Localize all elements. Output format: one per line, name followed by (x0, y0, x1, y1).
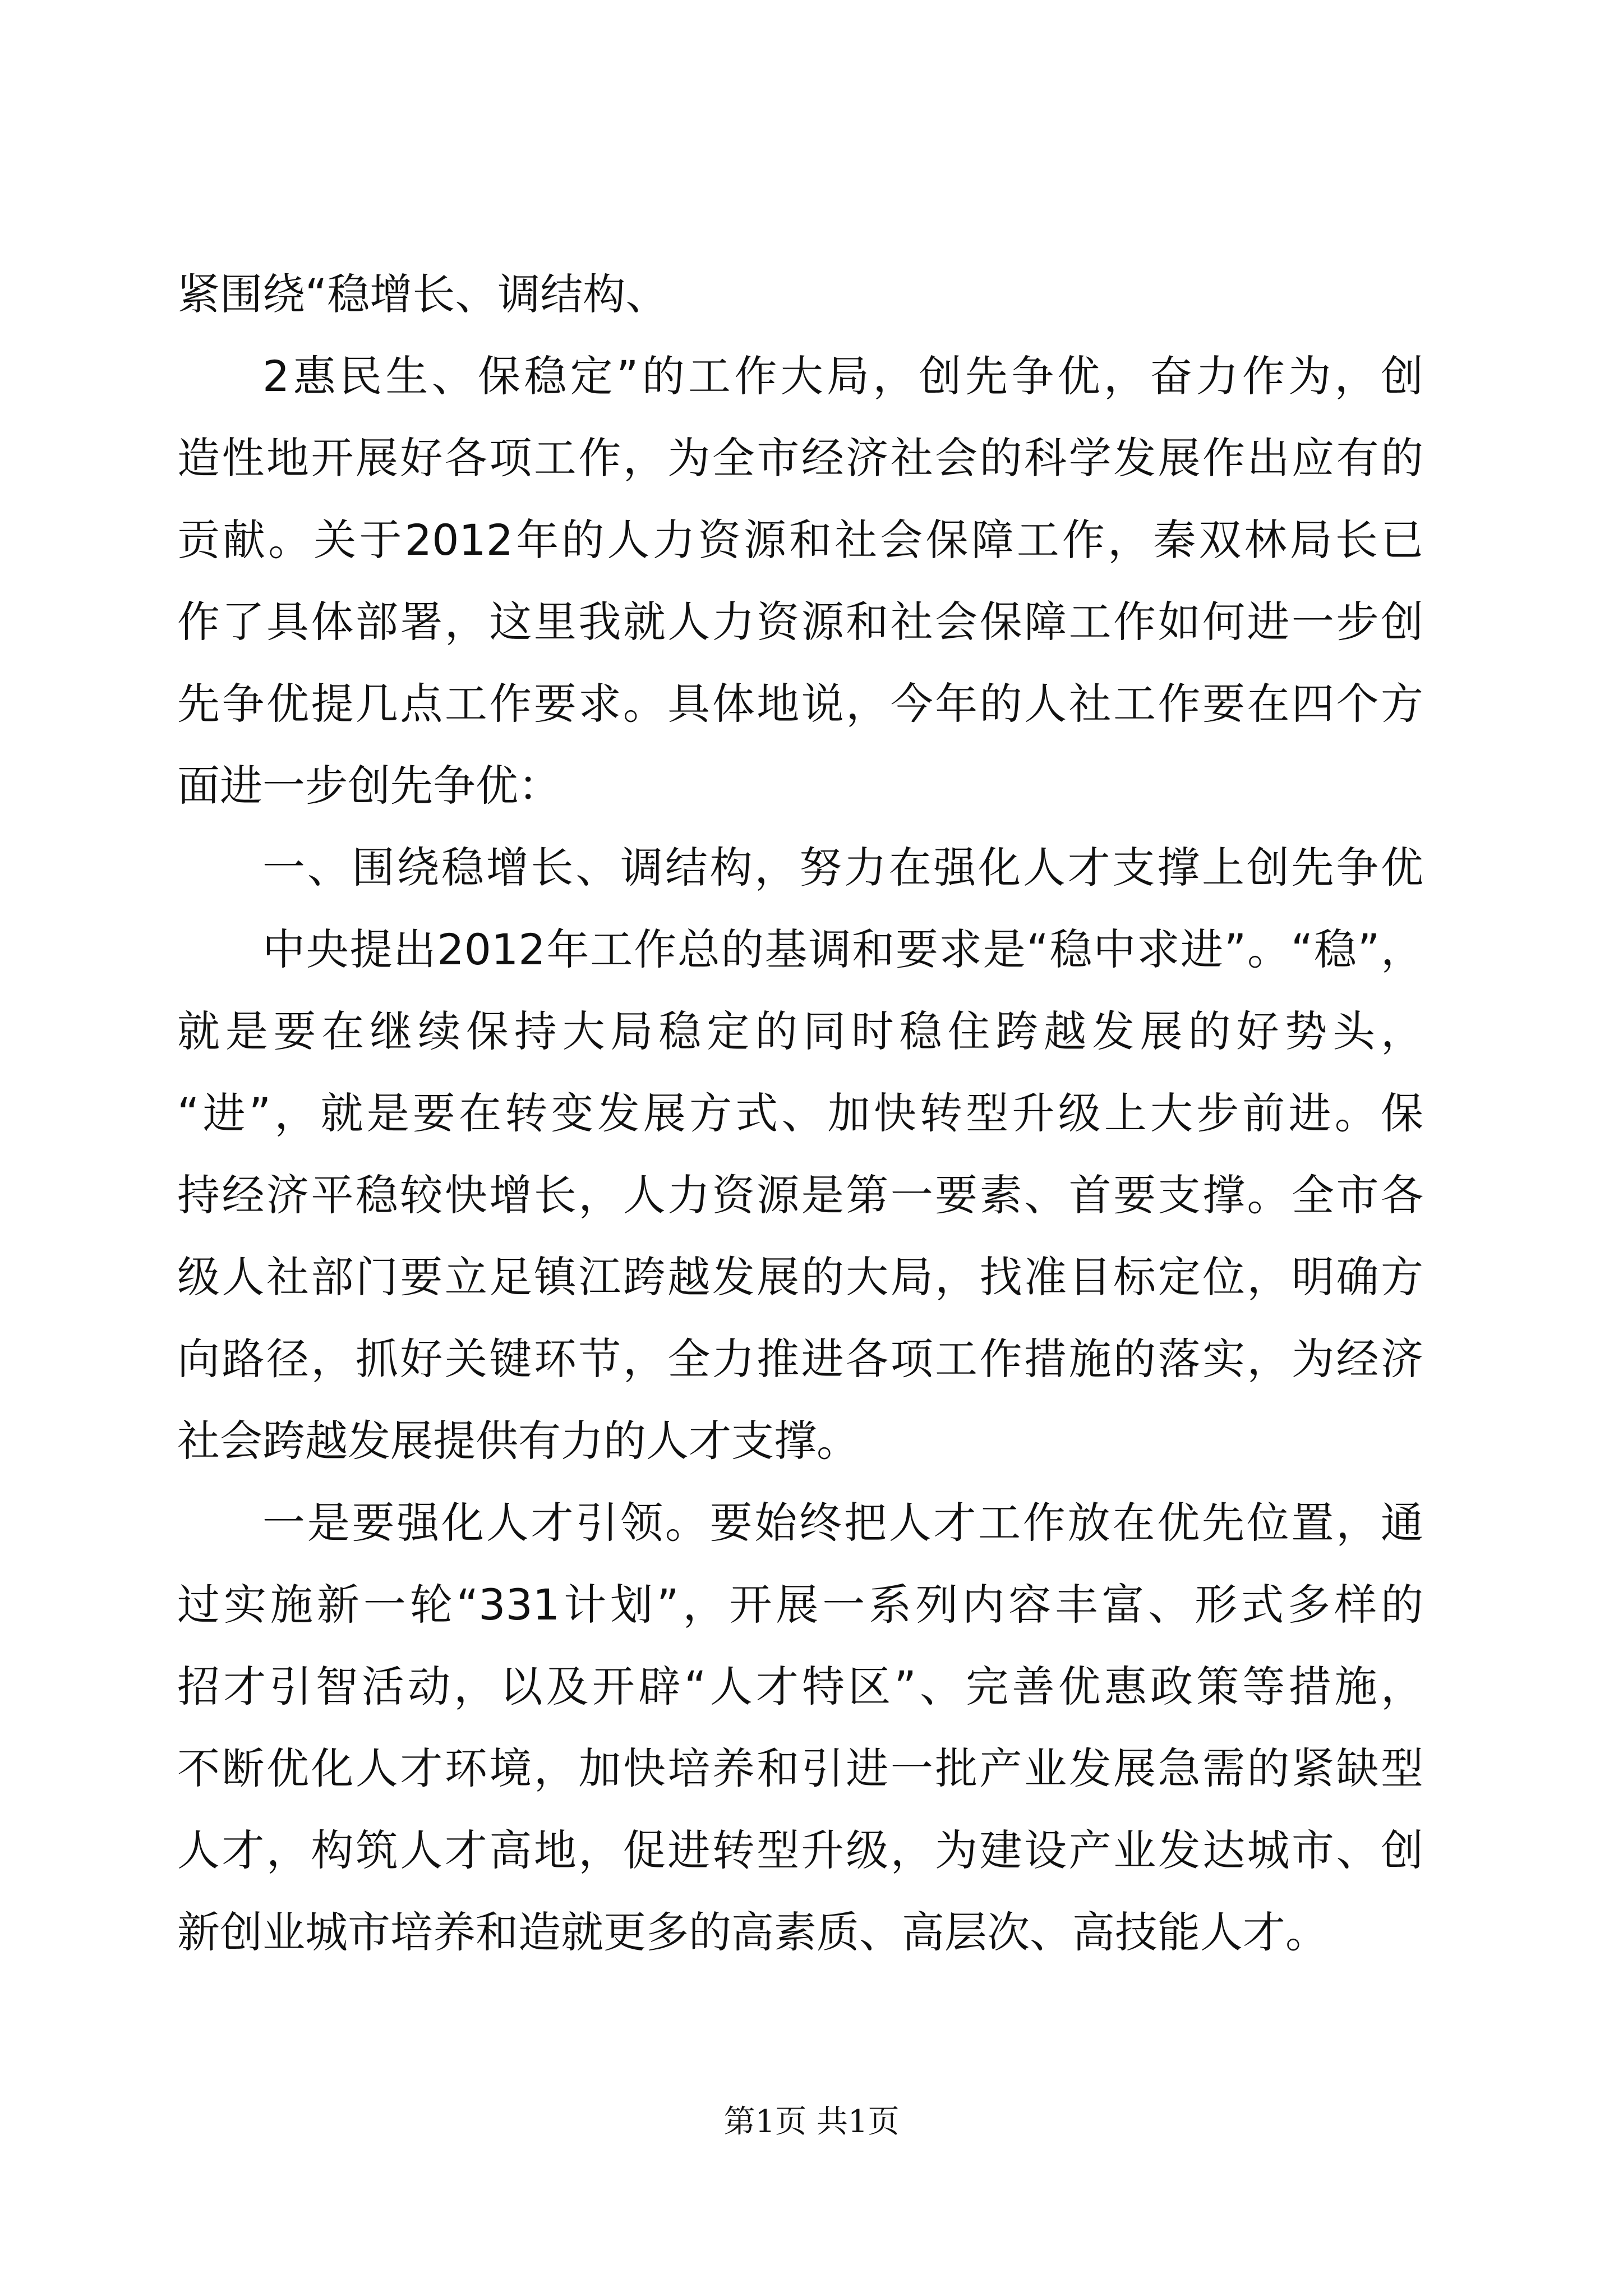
document-body (177, 254, 1423, 1973)
text-line: 就是要在继续保持大局稳定的同时稳住跨越发展的好势头， (177, 1006, 1423, 1056)
text-line: 先争优提几点工作要求。具体地说，今年的人社工作要在四个方 (177, 679, 1423, 729)
text-line: 向路径，抓好关键环节，全力推进各项工作措施的落实，为经济 (177, 1334, 1423, 1384)
page-footer (0, 2102, 1623, 2142)
text-line: 级人社部门要立足镇江跨越发展的大局，找准目标定位，明确方 (177, 1252, 1423, 1302)
paragraph-2 (177, 335, 1423, 827)
text-line: 招才引智活动，以及开辟“人才特区”、完善优惠政策等措施， (177, 1662, 1423, 1711)
paragraph-3-heading (177, 827, 1423, 909)
text-line: 中央提出2012年工作总的基调和要求是“稳中求进”。“稳”， (262, 924, 1423, 974)
text-line: 贡献。关于2012年的人力资源和社会保障工作，秦双林局长已 (177, 515, 1423, 565)
text-line: 社会跨越发展提供有力的人才支撑。 (177, 1416, 859, 1466)
text-line: 造性地开展好各项工作，为全市经济社会的科学发展作出应有的 (177, 433, 1423, 483)
text-line: 持经济平稳较快增长，人力资源是第一要素、首要支撑。全市各 (177, 1170, 1423, 1220)
text-line: 一是要强化人才引领。要始终把人才工作放在优先位置，通 (262, 1498, 1423, 1548)
page-number-label: 第1页 共1页 (723, 2104, 900, 2140)
text-line: 2惠民生、保稳定”的工作大局，创先争优，奋力作为，创 (262, 351, 1423, 401)
section-heading: 一、围绕稳增长、调结构，努力在强化人才支撑上创先争优 (262, 843, 1423, 892)
text-line: 面进一步创先争优： (177, 761, 561, 811)
paragraph-5 (177, 1482, 1423, 1973)
paragraph-4 (177, 909, 1423, 1482)
text-line: 新创业城市培养和造就更多的高素质、高层次、高技能人才。 (177, 1907, 1328, 1957)
text-line: 紧围绕“稳增长、调结构、 (177, 269, 668, 319)
paragraph-1 (177, 254, 1423, 335)
text-line: “进”，就是要在转变发展方式、加快转型升级上大步前进。保 (177, 1088, 1423, 1138)
text-line: 过实施新一轮“331计划”，开展一系列内容丰富、形式多样的 (177, 1580, 1423, 1630)
text-line: 不断优化人才环境，加快培养和引进一批产业发展急需的紧缺型 (177, 1743, 1423, 1793)
text-line: 人才，构筑人才高地，促进转型升级，为建设产业发达城市、创 (177, 1825, 1423, 1875)
text-line: 作了具体部署，这里我就人力资源和社会保障工作如何进一步创 (177, 597, 1423, 647)
